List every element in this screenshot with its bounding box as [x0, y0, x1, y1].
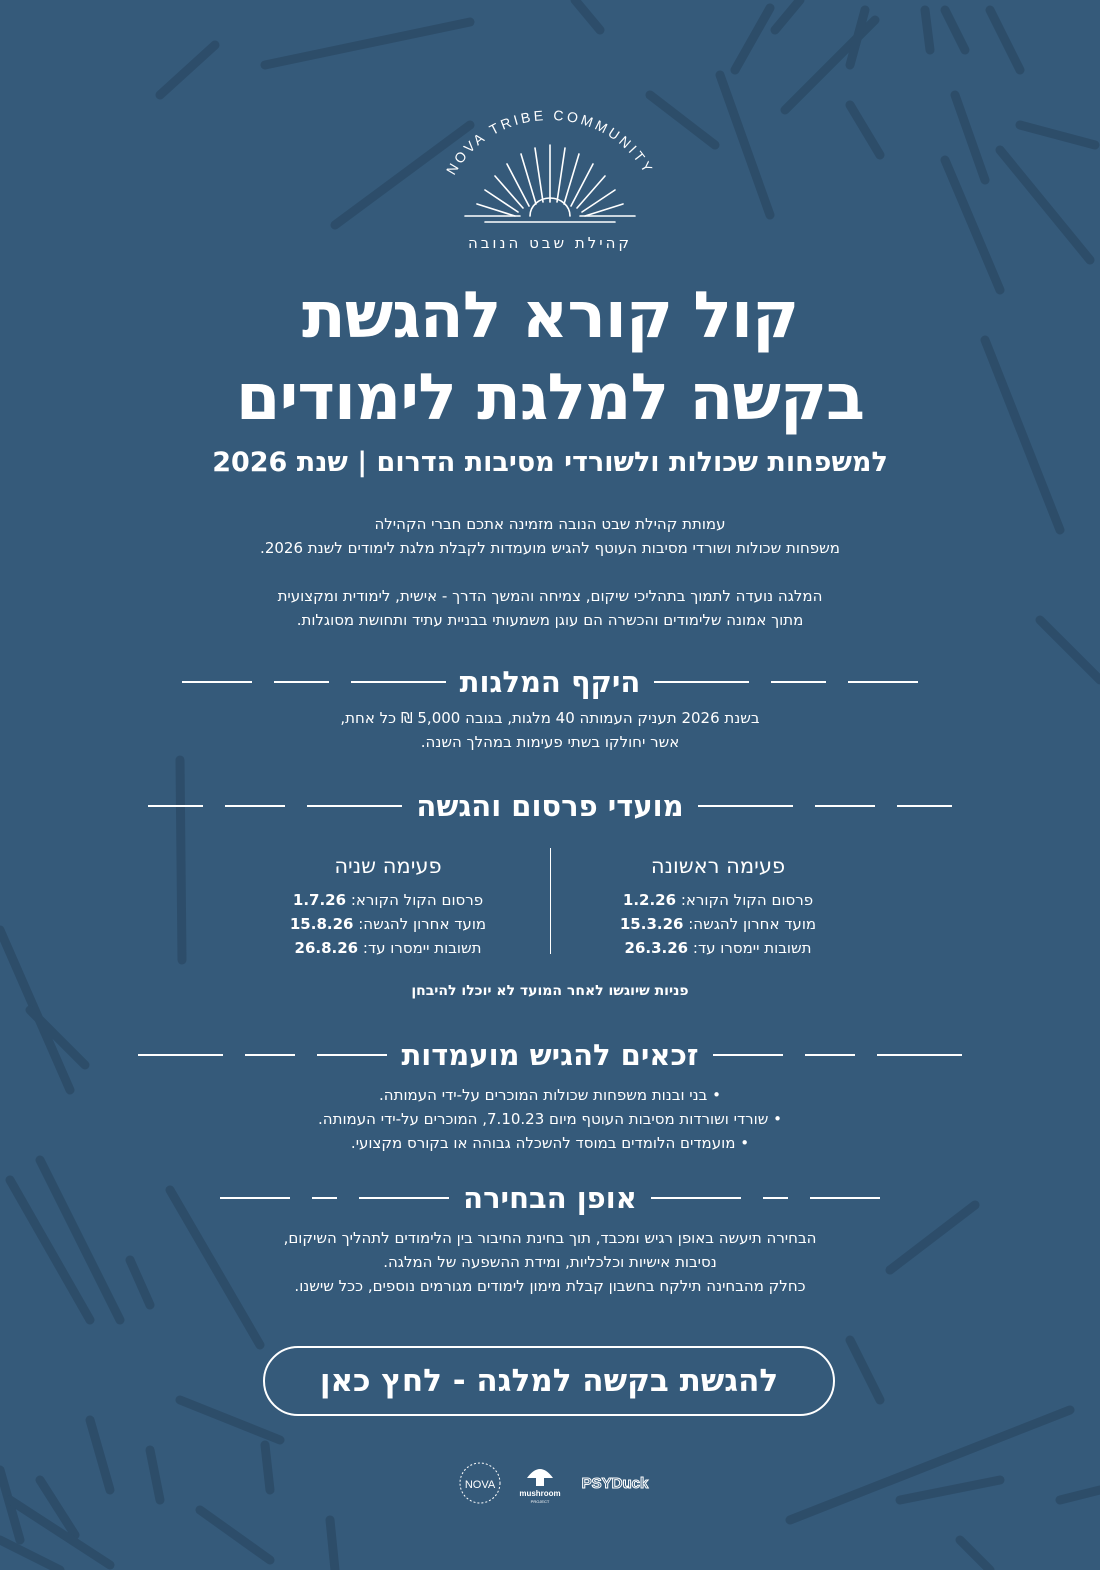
list-item-text: מועמדים הלומדים במוסד להשכלה גבוהה או בקורס מקצועי. — [350, 1134, 736, 1152]
first-round-row — [588, 888, 848, 912]
row-label: תשובות יימסרו עד: — [362, 939, 482, 957]
logo-hebrew-name: קהילת שבט הנובה — [467, 234, 633, 252]
logo-arc-text: NOVA TRIBE COMMUNITY — [442, 110, 658, 178]
mushroom-project-logo — [519, 1469, 560, 1504]
second-round-title: פעימה שניה — [334, 854, 442, 878]
second-round-row — [258, 888, 518, 912]
first-round-row — [588, 936, 848, 960]
eligibility-heading: זכאים להגיש מועמדות — [401, 1038, 699, 1072]
bullet-icon: • — [712, 1086, 721, 1104]
apply-button[interactable]: להגשת בקשה למלגה - לחץ כאן — [263, 1346, 835, 1416]
intro-p2-line1: המלגה נועדה לתמוך בתהליכי שיקום, צמיחה והמשך הדרך - אישית, לימודית ומקצועית — [277, 587, 823, 605]
sunburst-icon — [465, 145, 635, 222]
dates-heading: מועדי פרסום והגשה — [416, 789, 684, 823]
row-label: מועד אחרון להגשה: — [688, 915, 817, 933]
page-title — [0, 275, 1100, 439]
section-scope-heading — [190, 662, 910, 702]
section-selection-heading — [190, 1178, 910, 1218]
list-item-text: שורדי ושורדות מסיבות העוטף מיום 7.10.23, המוכרים על-ידי העמותה. — [318, 1110, 769, 1128]
page-subtitle: למשפחות שכולות ולשורדי מסיבות הדרום | שנת 2026 — [212, 447, 888, 478]
list-item — [0, 1107, 1100, 1131]
first-round-title: פעימה ראשונה — [650, 854, 786, 878]
row-label: פרסום הקול הקורא: — [680, 891, 814, 909]
intro-text — [0, 512, 1100, 632]
nova-logo-text: NOVA — [464, 1479, 496, 1491]
second-round-row — [258, 912, 518, 936]
mushroom-logo-text: mushroom — [519, 1489, 561, 1498]
selection-line-3: כחלק מהבחינה תילקח בחשבון קבלת מימון לימודים מגורמים נוספים, ככל שישנו. — [294, 1277, 806, 1295]
nova-logo — [460, 1463, 500, 1503]
scope-text — [0, 706, 1100, 754]
list-item — [0, 1131, 1100, 1155]
row-value: 1.2.26 — [622, 891, 677, 909]
row-value: 15.8.26 — [289, 915, 354, 933]
title-line-2: בקשה למלגת לימודים — [235, 361, 865, 435]
first-round-row — [588, 912, 848, 936]
late-submission-note: פניות שיוגשו לאחר המועד לא יוכלו להיבחן — [411, 983, 689, 999]
row-value: 26.3.26 — [624, 939, 689, 957]
intro-p1-line1: עמותת קהילת שבט הנובה מזמינה אתכם חברי הקהילה — [374, 515, 726, 533]
title-line-1: קול קורא להגשת — [301, 279, 799, 353]
row-value: 26.8.26 — [294, 939, 359, 957]
bullet-icon: • — [773, 1110, 782, 1128]
second-round-column — [258, 852, 518, 960]
eligibility-list — [0, 1083, 1100, 1155]
first-round-column — [588, 852, 848, 960]
selection-line-1: הבחירה תיעשה באופן רגיש ומכבד, תוך בחינת החיבור בין הלימודים לתהליך השיקום, — [283, 1229, 817, 1247]
selection-heading: אופן הבחירה — [463, 1181, 637, 1215]
row-label: תשובות יימסרו עד: — [692, 939, 812, 957]
scope-line-2: אשר יחולקו בשתי פעימות במהלך השנה. — [420, 733, 680, 751]
section-dates-heading — [190, 786, 910, 826]
row-label: פרסום הקול הקורא: — [350, 891, 484, 909]
psyduck-logo: PSYDuck — [581, 1475, 649, 1492]
selection-text — [0, 1226, 1100, 1298]
second-round-row — [258, 936, 518, 960]
mushroom-logo-subtext: PROJECT — [530, 1499, 550, 1504]
list-item-text: בני ובנות משפחות שכולות המוכרים על-ידי העמותה. — [379, 1086, 708, 1104]
sponsor-logos — [455, 1458, 655, 1508]
selection-line-2: נסיבות אישיות וכלכליות, ומידת ההשפעה של המלגה. — [383, 1253, 717, 1271]
row-value: 15.3.26 — [619, 915, 684, 933]
section-eligibility-heading — [190, 1035, 910, 1075]
list-item — [0, 1083, 1100, 1107]
row-label: מועד אחרון להגשה: — [358, 915, 487, 933]
scope-line-1: בשנת 2026 תעניק העמותה 40 מלגות, בגובה 5,000 ₪ כל אחת, — [340, 709, 760, 727]
intro-p2-line2: מתוך אמונה שלימודים והכשרה הם עוגן משמעותי בבניית עתיד ותחושת מסוגלות. — [296, 611, 804, 629]
intro-p1-line2: משפחות שכולות ושורדי מסיבות העוטף להגיש מועמדות לקבלת מלגת לימודים לשנת 2026. — [260, 539, 840, 557]
bullet-icon: • — [740, 1134, 750, 1152]
column-divider — [550, 848, 551, 954]
scope-heading: היקף המלגות — [459, 665, 641, 699]
nova-tribe-logo — [425, 110, 675, 260]
row-value: 1.7.26 — [292, 891, 347, 909]
